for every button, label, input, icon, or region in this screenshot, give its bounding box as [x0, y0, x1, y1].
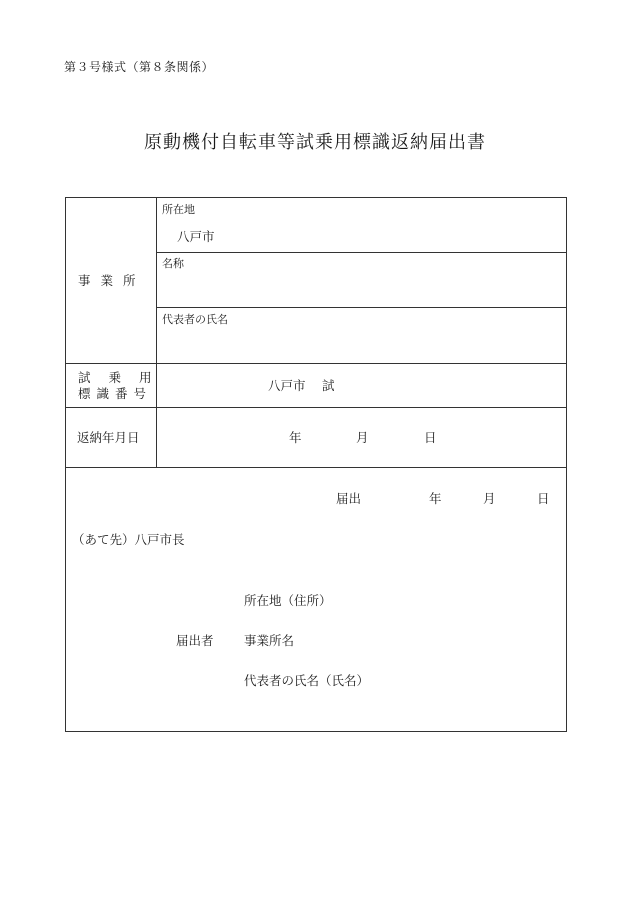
- applicant-address-label: 所在地（住所）: [244, 593, 332, 608]
- plate-value-prefix: 八戸市: [268, 378, 306, 393]
- column-divider: [156, 198, 157, 468]
- office-name-label: 名称: [162, 257, 184, 270]
- document-title: 原動機付自転車等試乗用標識返納届出書: [144, 132, 486, 153]
- return-date-day: 日: [424, 430, 437, 445]
- submission-label: 届出: [336, 491, 362, 506]
- plate-value-suffix: 試: [322, 378, 335, 393]
- applicant-office-name-label: 事業所名: [244, 633, 295, 648]
- location-value: 八戸市: [177, 229, 215, 244]
- plate-label-line2: 標識番号: [78, 386, 153, 401]
- plate-label-line1: 試乗用: [78, 370, 170, 385]
- form-table: [65, 197, 567, 732]
- office-label: 事業所: [78, 273, 146, 288]
- row-divider-name: [157, 252, 567, 253]
- applicant-representative-label: 代表者の氏名（氏名）: [244, 673, 370, 688]
- row-divider-return-date: [66, 407, 567, 408]
- submission-month: 月: [483, 491, 496, 506]
- return-date-month: 月: [356, 430, 369, 445]
- applicant-label: 届出者: [176, 633, 214, 648]
- row-divider-plate: [66, 363, 567, 364]
- row-divider-representative: [157, 307, 567, 308]
- representative-label: 代表者の氏名: [162, 313, 228, 326]
- row-divider-notice: [66, 467, 567, 468]
- submission-year: 年: [429, 491, 442, 506]
- return-date-label: 返納年月日: [77, 430, 140, 445]
- form-number: 第３号様式（第８条関係）: [64, 60, 215, 74]
- location-label: 所在地: [162, 203, 195, 216]
- addressee: （あて先）八戸市長: [72, 532, 185, 547]
- return-date-year: 年: [289, 430, 302, 445]
- submission-day: 日: [537, 491, 550, 506]
